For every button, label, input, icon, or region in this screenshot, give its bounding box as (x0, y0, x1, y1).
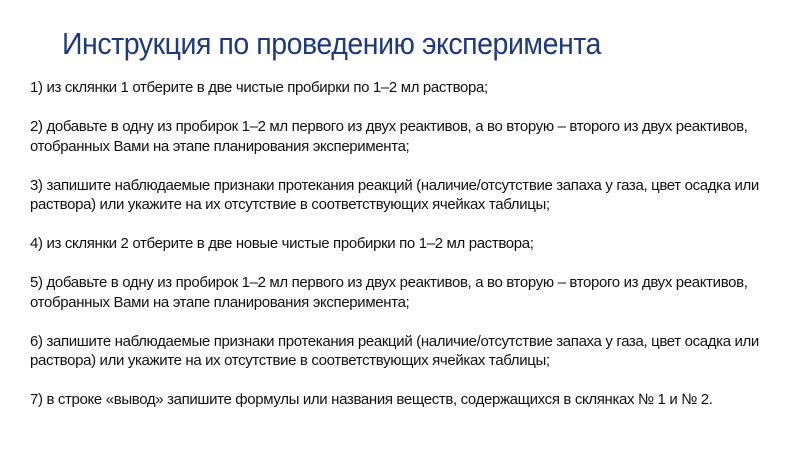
instruction-step-3: 3) запишите наблюдаемые признаки протекания реакций (наличие/отсутствие запаха у газа, цвет осадка или раствора) или укажите на их отсутствие в соответствующих ячейках таблицы; (30, 176, 759, 213)
instruction-step-6: 6) запишите наблюдаемые признаки протекания реакций (наличие/отсутствие запаха у газа, цвет осадка или раствора) или укажите на их отсутствие в соответствующих ячейках таблицы; (30, 332, 759, 369)
instruction-step-7: 7) в строке «вывод» запишите формулы или названия веществ, содержащихся в склянках № 1 и № 2. (30, 391, 713, 408)
instruction-list (30, 78, 790, 410)
instruction-step-1: 1) из склянки 1 отберите в две чистые пробирки по 1–2 мл раствора; (30, 79, 488, 96)
instruction-step-5: 5) добавьте в одну из пробирок 1–2 мл первого из двух реактивов, а во вторую – второго из двух реактивов, отобранных Вами на этапе планирования эксперимента; (30, 274, 748, 311)
slide-title: Инструкция по проведению эксперимента (62, 26, 601, 61)
instruction-step-2: 2) добавьте в одну из пробирок 1–2 мл первого из двух реактивов, а во вторую – второго из двух реактивов, отобранных Вами на этапе планирования эксперимента; (30, 118, 748, 155)
instruction-step-4: 4) из склянки 2 отберите в две новые чистые пробирки по 1–2 мл раствора; (30, 235, 534, 252)
